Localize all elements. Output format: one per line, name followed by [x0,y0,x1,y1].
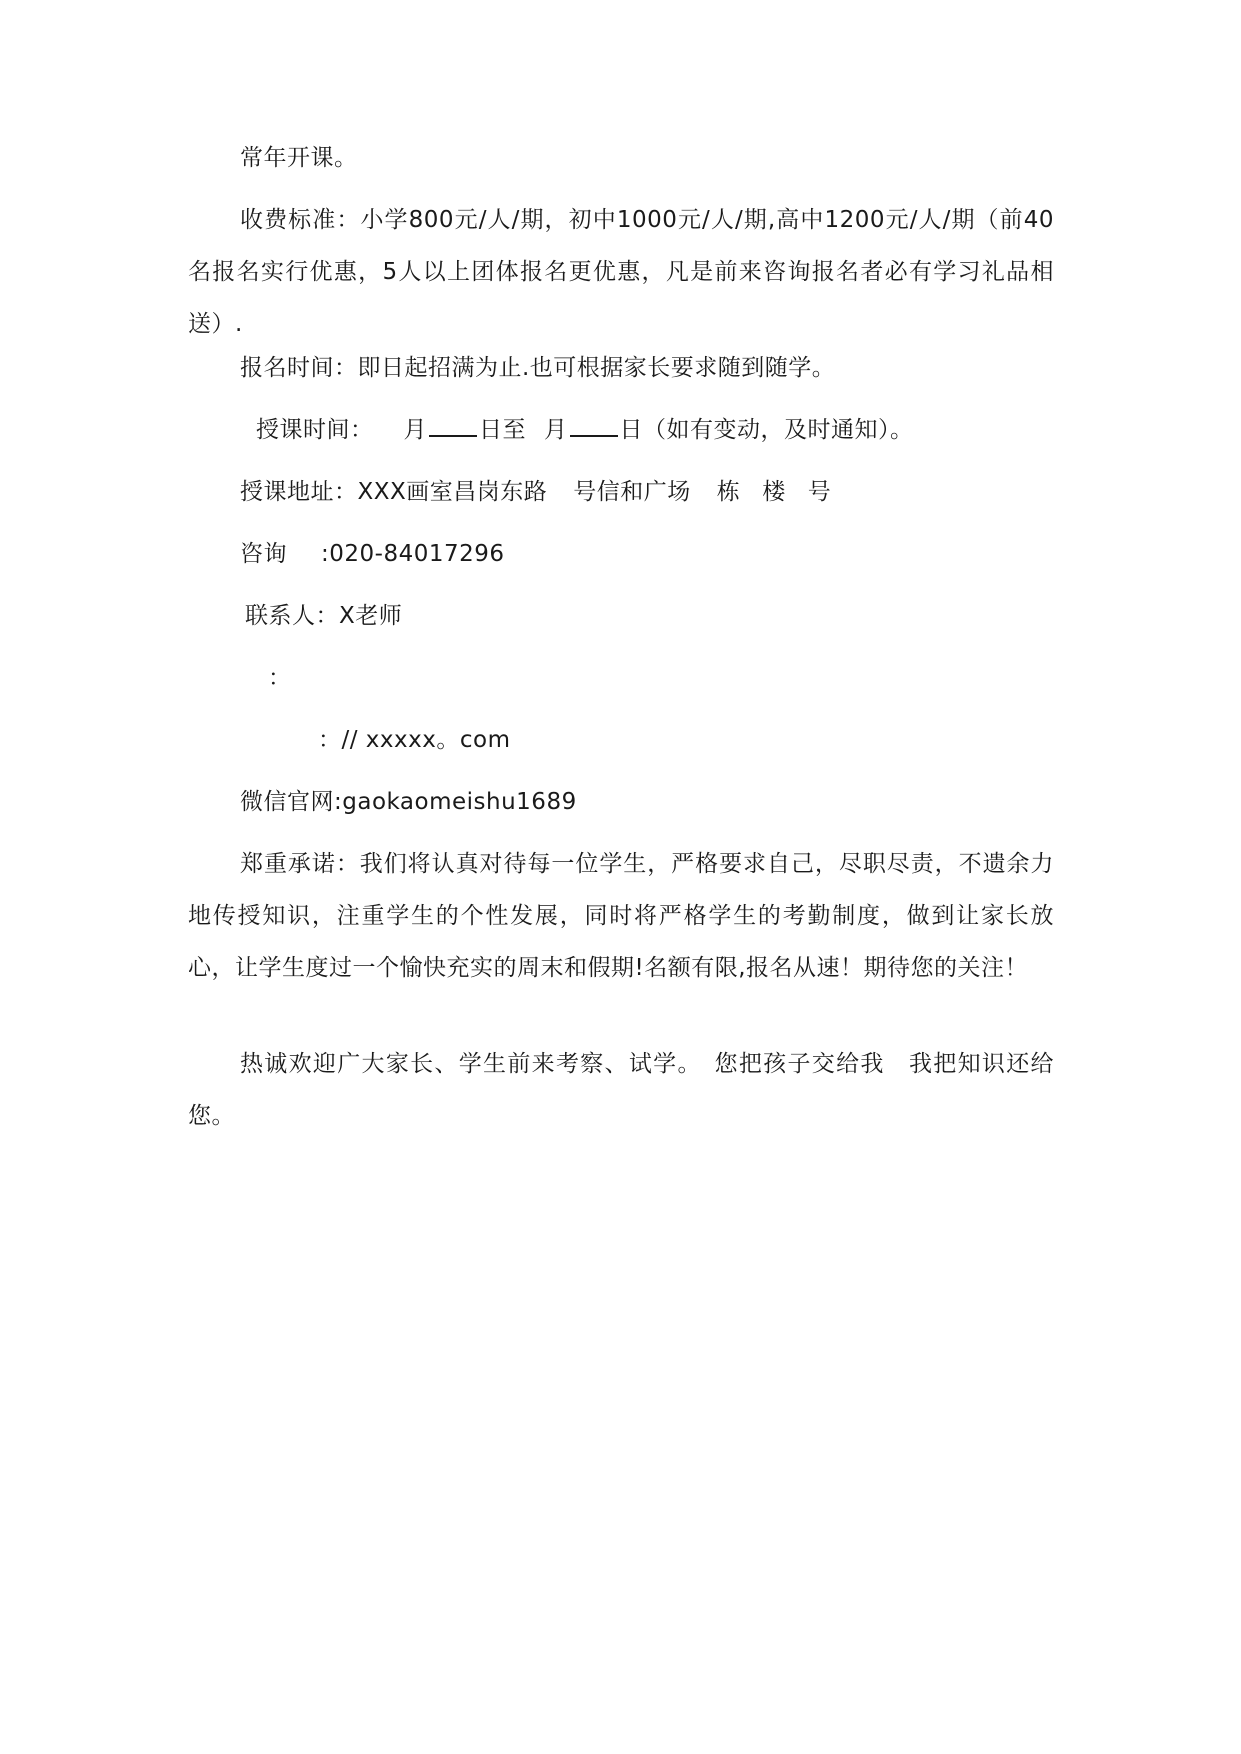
paragraph-welcome: 热诚欢迎广大家长、学生前来考察、试学。 您把孩子交给我 我把知识还给您。 [188,1051,1054,1129]
address-part-4: 楼 [762,479,786,505]
address-line [240,466,831,518]
colon-line: ： [268,665,292,691]
class-time-month-2: 月 [544,417,568,443]
class-time-label: 授课时间： [256,417,374,443]
paragraph-signup-time: 报名时间：即日起招满为止.也可根据家长要求随到随学。 [240,355,836,381]
contact-line: 联系人：X老师 [245,603,403,629]
class-time-line [256,404,914,456]
class-time-day-2-note: 日（如有变动，及时通知）。 [619,417,914,443]
paragraph-fee: 收费标准：小学800元/人/期，初中1000元/人/期,高中1200元/人/期（前40名报名实行优惠，5人以上团体报名更优惠，凡是前来咨询报名者必有学习礼品相送）. [188,207,1054,337]
blank-underline [570,417,618,437]
paragraph-start: 常年开课。 [240,145,358,171]
class-time-month-1: 月 [403,417,427,443]
consult-line [240,528,505,580]
address-label: 授课地址：XXX画室昌岗东路 [240,479,548,505]
address-part-3: 栋 [716,479,741,505]
website-line: ：// xxxxx。com [318,727,511,753]
consult-label: 咨询 [240,541,287,567]
wechat-line: 微信官网:gaokaomeishu1689 [240,789,577,815]
paragraph-promise: 郑重承诺：我们将认真对待每一位学生，严格要求自己，尽职尽责，不遗余力地传授知识，注重学生的个性发展，同时将严格学生的考勤制度，做到让家长放心，让学生度过一个愉快充实的周末和假期!名额有限,报名从速！期待您的关注！ [188,851,1054,981]
class-time-day-1: 日至 [479,417,526,443]
consult-phone: :020-84017296 [321,541,505,567]
address-part-2: 号信和广场 [573,479,691,505]
blank-underline [429,417,477,437]
address-part-5: 号 [807,479,832,505]
